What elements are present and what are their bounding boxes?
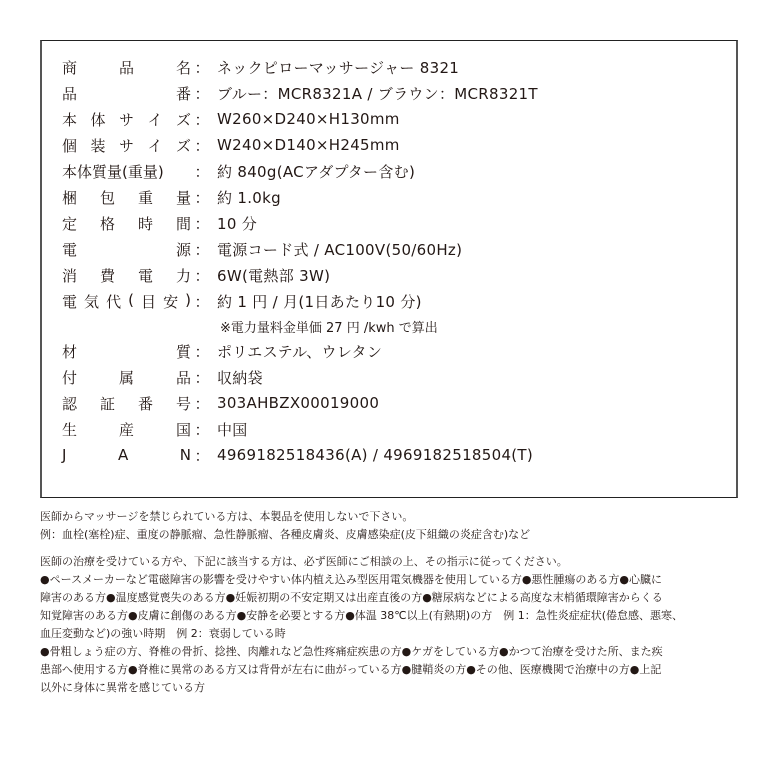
caution-notes (40, 508, 740, 697)
spec-row (62, 339, 382, 363)
spec-label: 電 源 (62, 240, 191, 259)
warning-example: 例：血栓(塞栓)症、重度の静脈瘤、急性静脈瘤、各種皮膚炎、皮膚感染症(皮下組織の炎症含む)など (40, 528, 531, 541)
spec-colon: ： (194, 240, 210, 259)
spec-label: 定 格 時 間 (62, 214, 191, 233)
spec-label: 材 質 (62, 342, 191, 361)
spec-row (62, 289, 422, 313)
spec-label: 本体質量(重量) (62, 162, 164, 181)
spec-colon: ： (194, 394, 210, 413)
spec-value: 4969182518436(A) / 4969182518504(T) (217, 446, 534, 464)
spec-value: W240×D140×H245mm (217, 136, 400, 154)
warning-consult-line: ●ペースメーカーなど電磁障害の影響を受けやすい体内植え込み型医用電気機器を使用している方●悪性腫瘍のある方●心臓に (40, 573, 663, 586)
spec-row (62, 55, 459, 79)
spec-value: 約 1 円 / 月(1日あたり10 分) (217, 292, 422, 311)
spec-label: 付 属 品 (62, 368, 191, 387)
spec-value: 10 分 (217, 214, 258, 233)
spec-label: 認 証 番 号 (62, 394, 191, 413)
spec-row (62, 211, 257, 235)
spec-label: J A N (62, 446, 191, 464)
spec-label: 生 産 国 (62, 420, 191, 439)
spec-row (62, 107, 400, 131)
spec-colon: ： (194, 292, 210, 311)
spec-colon: ： (194, 110, 210, 129)
spec-value: 約 1.0kg (217, 188, 281, 207)
spec-label: 電 気 代 ( 目 安 ) (62, 290, 191, 311)
spec-row (62, 237, 462, 261)
spec-label: 梱 包 重 量 (62, 188, 191, 207)
spec-colon: ： (194, 84, 210, 103)
warning-consult-line: 血圧変動など)の強い時期 例 2：衰弱している時 (40, 627, 286, 640)
spec-label: 個 装 サ イ ズ (62, 136, 191, 155)
spec-value: ポリエステル、ウレタン (217, 342, 383, 361)
spec-label: 消 費 電 力 (62, 266, 191, 285)
spec-label: 商 品 名 (62, 58, 191, 77)
spec-row (62, 263, 330, 287)
spec-row (62, 159, 415, 183)
spec-colon: ： (194, 162, 210, 181)
spec-label: 品 番 (62, 84, 191, 103)
warning-consult-line: ●骨粗しょう症の方、脊椎の骨折、捻挫、肉離れなど急性疼痛症疾患の方●ケガをしている方●かつて治療を受けた所、また疾 (40, 645, 663, 658)
spec-row (62, 365, 263, 389)
spec-row (62, 443, 533, 467)
spec-row (62, 391, 379, 415)
spec-value: W260×D240×H130mm (217, 110, 400, 128)
warning-consult-line: 知覚障害のある方●皮膚に創傷のある方●安静を必要とする方●体温 38℃以上(有熱期)の方 例 1：急性炎症症状(倦怠感、悪寒、 (40, 609, 684, 622)
spec-table (40, 40, 738, 498)
spec-value: 303AHBZX00019000 (217, 394, 380, 412)
spec-colon: ： (194, 342, 210, 361)
spec-label: 本 体 サ イ ズ (62, 110, 191, 129)
spec-value: 中国 (217, 420, 248, 439)
spec-colon: ： (194, 420, 210, 439)
spec-colon: ： (194, 266, 210, 285)
spec-colon: ： (194, 368, 210, 387)
spec-colon: ： (194, 446, 210, 465)
spec-colon: ： (194, 188, 210, 207)
spec-row (62, 417, 248, 441)
electricity-cost-note: ※電力量料金単価 27 円 /kwh で算出 (220, 321, 438, 336)
spec-colon: ： (194, 136, 210, 155)
warning-consult-line: 以外に身体に異常を感じている方 (40, 681, 205, 694)
spec-value: 6W(電熱部 3W) (217, 266, 331, 285)
spec-row (62, 81, 538, 105)
spec-value: 約 840g(ACアダプター含む) (217, 162, 416, 181)
warning-massage-prohibited: 医師からマッサージを禁じられている方は、本製品を使用しないで下さい。 (40, 510, 414, 523)
warning-consult-line: 医師の治療を受けている方や、下記に該当する方は、必ず医師にご相談の上、その指示に従ってください。 (40, 555, 568, 568)
spec-row (62, 133, 400, 157)
spec-value: 電源コード式 / AC100V(50/60Hz) (217, 240, 463, 259)
spec-row (62, 185, 281, 209)
spec-colon: ： (194, 58, 210, 77)
spec-value: ネックピローマッサージャー 8321 (217, 58, 460, 77)
spec-colon: ： (194, 214, 210, 233)
warning-consult-line: 患部へ使用する方●脊椎に異常のある方又は背骨が左右に曲がっている方●腱鞘炎の方●その他、医療機関で治療中の方●上記 (40, 663, 662, 676)
warning-consult-line: 障害のある方●温度感覚喪失のある方●妊娠初期の不安定期又は出産直後の方●糖尿病などによる高度な末梢循環障害からくる (40, 591, 663, 604)
spec-value: ブルー：MCR8321A / ブラウン：MCR8321T (217, 84, 538, 103)
spec-value: 収納袋 (217, 368, 263, 387)
